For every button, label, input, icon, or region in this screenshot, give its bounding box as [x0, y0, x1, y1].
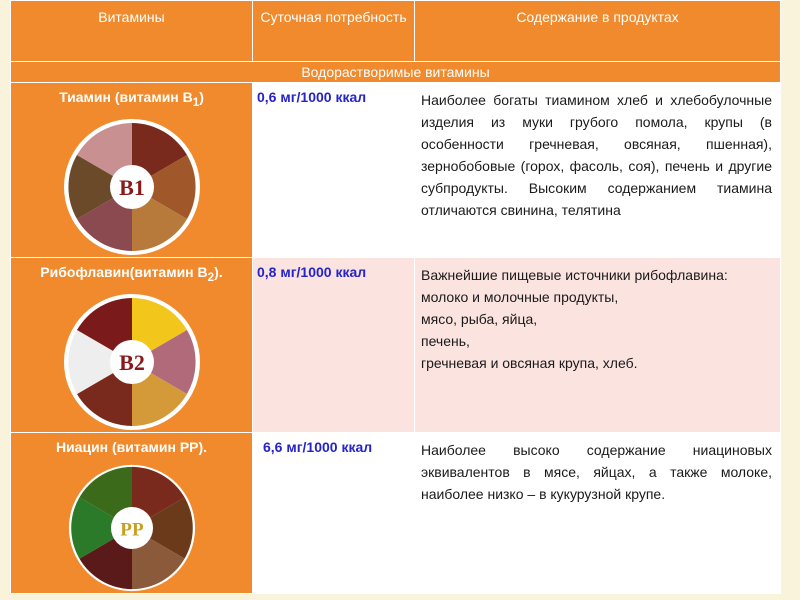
dose-cell: 0,8 мг/1000 ккал [253, 257, 415, 432]
vitamin-name: Рибофлавин(витамин $В_2$). [40, 263, 223, 284]
badge-pp: PP [119, 519, 144, 541]
vitamin-name-cell [11, 257, 253, 432]
food-circle-pp-image [65, 463, 199, 593]
description-cell: Наиболее высоко содержание ниациновых эквивалентов в мясе, яйцах, а также молоке, наиболее низко – в кукурузной крупе. [415, 432, 781, 593]
table-row-riboflavin [11, 257, 781, 432]
vitamin-name-cell [11, 83, 253, 258]
header-vitamins: Витамины [11, 1, 253, 62]
description-cell: Наиболее богаты тиамином хлеб и хлебобулочные изделия из муки грубого помола, крупы (в особенности гречневая, овсяная, пшенная), зернобобовые (горох, фасоль, соя), печень и другие субпродукты. Высоким содержанием тиамина отличаются свинина, телятина [415, 83, 781, 258]
badge-b1: B1 [118, 174, 145, 200]
section-title: Водорастворимые витамины [11, 62, 781, 83]
description-line: печень, [421, 332, 470, 349]
food-circle-b2-image [62, 292, 202, 432]
vitamin-table [10, 0, 781, 594]
vitamin-name: Ниацин (витамин РР). [55, 438, 208, 455]
header-daily-need: Суточная потребность [253, 1, 415, 62]
table-row-thiamine [11, 83, 781, 258]
badge-b2: B2 [118, 349, 145, 375]
dose-cell: 0,6 мг/1000 ккал [253, 83, 415, 258]
table-row-niacin [11, 432, 781, 593]
description-line: молоко и молочные продукты, [421, 288, 619, 305]
vitamin-name: Тиамин (витамин $В_1$) [59, 89, 204, 109]
dose-cell: 6,6 мг/1000 ккал [253, 432, 415, 593]
section-row [11, 62, 781, 83]
description-line: мясо, рыба, яйца, [421, 310, 538, 327]
description-line: Важнейшие пищевые источники рибофлавина: [421, 266, 728, 283]
description-cell [415, 257, 781, 432]
description-line: гречневая и овсяная крупа, хлеб. [421, 354, 638, 371]
header-row [11, 1, 781, 62]
food-circle-b1-image [62, 117, 202, 257]
vitamin-name-cell [11, 432, 253, 593]
header-food-content: Содержание в продуктах [415, 1, 781, 62]
